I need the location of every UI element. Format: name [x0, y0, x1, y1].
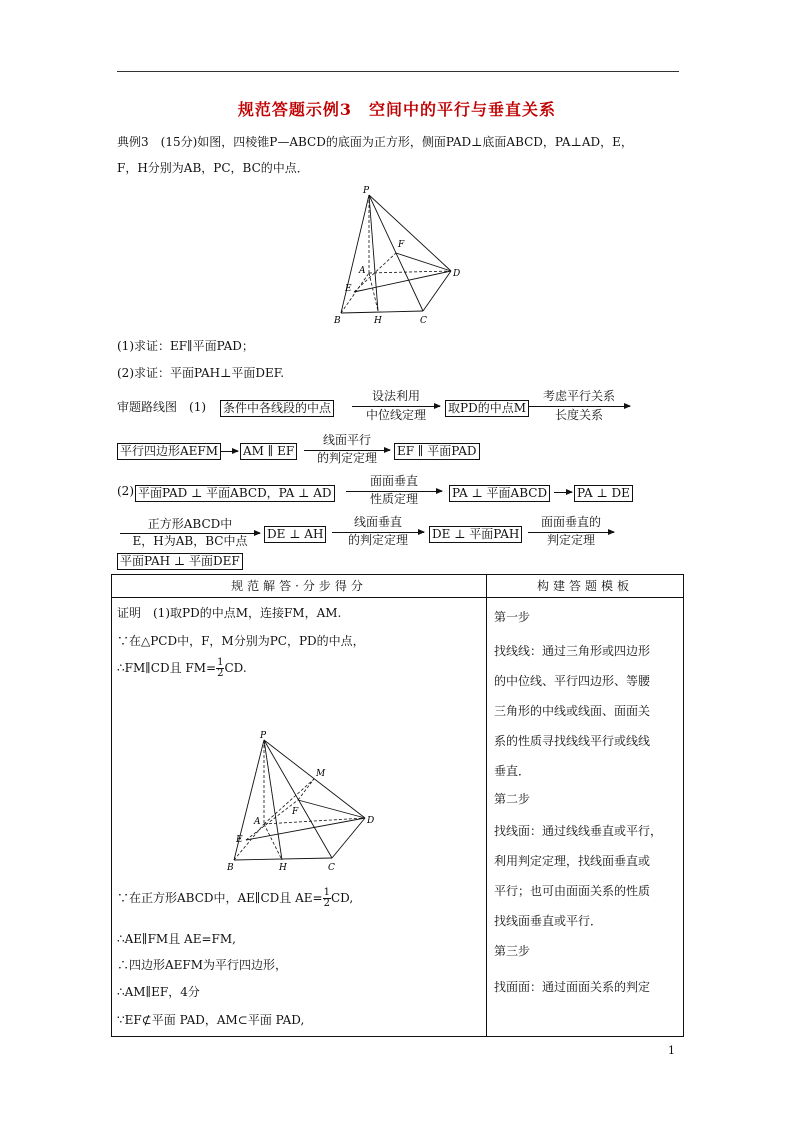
label-d: D: [453, 269, 461, 279]
route-label-property: 性质定理: [369, 492, 418, 506]
route-label-line-perp: 线面垂直: [353, 515, 402, 529]
proof-line-5: ∴AE∥FM且 AE=FM,: [117, 932, 236, 946]
label-f: F: [398, 240, 405, 250]
route-box-parallelogram: 平行四边形AEFM: [117, 443, 221, 460]
route-label-plane-perp: 面面垂直: [369, 474, 418, 488]
route-box-pa-de: PA ⊥ DE: [574, 485, 633, 502]
header-right: 构建答题模板: [487, 575, 684, 598]
question-2: (2)求证：平面PAH⊥平面DEF.: [117, 366, 285, 380]
question-1: (1)求证：EF∥平面PAD；: [117, 339, 254, 353]
route-label-judge-theorem: 判定定理: [546, 533, 595, 547]
solution-cell: [112, 598, 487, 1037]
route-box-de-ah: DE ⊥ AH: [264, 526, 326, 543]
route-box-pd-midpoint: 取PD的中点M: [445, 400, 529, 417]
route-label-length: 长度关系: [554, 408, 603, 422]
label-b: B: [334, 316, 341, 325]
header-left: 规范解答·分步得分: [112, 575, 487, 598]
label-e: E: [345, 284, 352, 294]
label-b: B: [227, 863, 234, 873]
route-box-am-ef: AM ∥ EF: [240, 443, 297, 460]
problem-line-2: F，H分别为AB，PC，BC的中点．: [117, 161, 309, 175]
route-label-use: 设法利用: [371, 389, 420, 403]
route-label-theorem: 的判定定理: [316, 451, 377, 465]
label-p: P: [363, 186, 370, 196]
step-1-line: 垂直．: [494, 764, 531, 778]
pyramid-figure-2: [224, 728, 384, 874]
step-1-line: 三角形的中线或线面、面面关: [494, 704, 651, 718]
proof-line-1: 证明 (1)取PD的中点M，连接FM，AM.: [117, 606, 342, 620]
step-3-line: 找面面：通过面面关系的判定: [494, 980, 651, 994]
route-arrow: [554, 492, 572, 493]
label-a: A: [359, 266, 366, 276]
step-2-line: 找线面：通过线线垂直或平行，: [494, 824, 663, 838]
label-m: M: [316, 769, 326, 779]
route-arrow: [352, 406, 440, 407]
route-box-midpoints: 条件中各线段的中点: [220, 400, 334, 417]
label-c: C: [420, 316, 427, 325]
step-1-title: 第一步: [494, 610, 531, 624]
route-box-pah-def: 平面PAH ⊥ 平面DEF: [117, 553, 243, 570]
route-label-line-plane: 线面平行: [322, 433, 371, 447]
header-rule: [117, 71, 679, 72]
solution-table: [111, 574, 684, 1037]
label-c: C: [328, 863, 335, 873]
page-title: 规范答题示例3 空间中的平行与垂直关系: [237, 100, 557, 119]
proof-line-4: ∵在正方形ABCD中，AE∥CD且 AE= $\frac{1}{2}CD$,: [117, 887, 354, 909]
step-3-title: 第三步: [494, 944, 531, 958]
route-box-planes: 平面PAD ⊥ 平面ABCD，PA ⊥ AD: [135, 485, 335, 502]
route-label-midpoints-eh: E，H为AB，BC中点: [132, 534, 248, 548]
proof-line-7: ∴AM∥EF，4分: [117, 985, 200, 999]
label-f: F: [292, 807, 299, 817]
problem-line-1: 典例3 (15分)如图，四棱锥P—ABCD的底面为正方形，侧面PAD⊥底面ABCD，PA⊥AD，E，: [117, 135, 633, 149]
step-1-line: 找线线：通过三角形或四边形: [494, 644, 651, 658]
step-1-line: 的中位线、平行四边形、等腰: [494, 674, 651, 688]
label-p: P: [260, 731, 267, 741]
route-label-plane-judge: 面面垂直的: [540, 515, 601, 529]
label-e: E: [236, 835, 243, 845]
route-box-de-pah: DE ⊥ 平面PAH: [429, 526, 522, 543]
label-a: A: [254, 817, 261, 827]
step-1-line: 系的性质寻找线线平行或线线: [494, 734, 651, 748]
route-heading: 审题路线图 (1): [117, 400, 207, 414]
route-label-judge: 的判定定理: [347, 533, 408, 547]
route-label-square: 正方形ABCD中: [147, 517, 233, 531]
route-part-2: (2): [117, 484, 134, 498]
step-2-line: 平行；也可由面面关系的性质: [494, 884, 651, 898]
label-h: H: [374, 316, 382, 325]
proof-line-6: ∴四边形AEFM为平行四边形，: [117, 958, 288, 972]
step-2-title: 第二步: [494, 792, 531, 806]
step-2-line: 找线面垂直或平行．: [494, 914, 603, 928]
template-cell: [487, 598, 684, 1037]
route-arrow: [220, 451, 238, 452]
route-label-midline: 中位线定理: [365, 408, 426, 422]
route-label-parallel: 考虑平行关系: [542, 389, 615, 403]
proof-line-8: ∵EF⊄平面 PAD，AM⊂平面 PAD,: [117, 1013, 305, 1027]
proof-line-3: ∴FM∥CD且 FM= $\frac{1}{2}CD$.: [117, 657, 247, 679]
route-box-ef-pad: EF ∥ 平面PAD: [394, 443, 480, 460]
page-number: 1: [668, 1044, 675, 1057]
route-arrow: [528, 406, 630, 407]
step-2-line: 利用判定定理，找线面垂直或: [494, 854, 651, 868]
label-h: H: [279, 863, 287, 873]
route-box-pa-abcd: PA ⊥ 平面ABCD: [449, 485, 550, 502]
proof-line-2: ∵在△PCD中，F，M分别为PC，PD的中点，: [117, 634, 365, 648]
label-d: D: [367, 816, 375, 826]
pyramid-figure-1: [325, 183, 470, 325]
